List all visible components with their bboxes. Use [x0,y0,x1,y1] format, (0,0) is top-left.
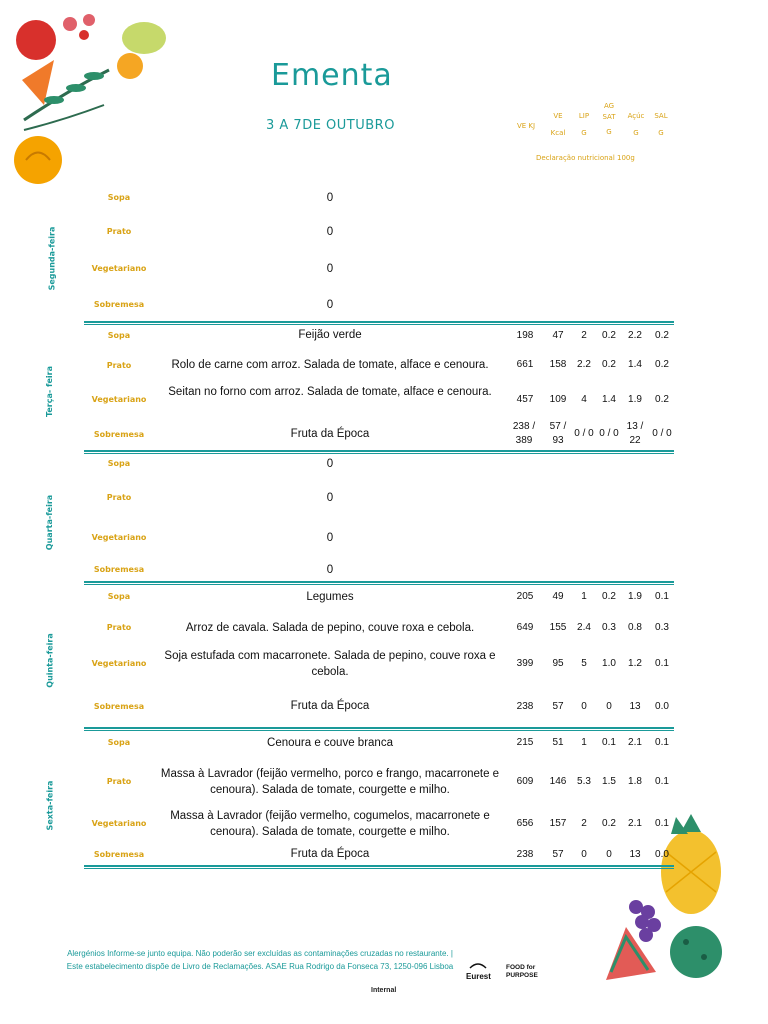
value-lip: 5.3 [577,776,591,787]
day-label-tuesday: Terça- feira [45,365,55,418]
value-kj: 399 [516,658,534,669]
value-sal: 0.0 [655,701,669,712]
value-kcal: 146 [549,776,567,787]
dish-name: Arroz de cavala. Salada de pepino, couve roxa e cebola. [185,622,475,634]
value-kj: 238 / 389 [512,421,536,446]
category-label: Prato [106,777,132,786]
day-label-monday: Segunda-feira [47,226,57,291]
category-label: Sopa [107,193,131,202]
value-agsat: 1.5 [602,776,616,787]
value-kj: 661 [516,359,534,370]
value-kcal: 49 [552,591,564,602]
value-kj: 609 [516,776,534,787]
dish-name: 0 [326,458,334,470]
dish-name: Massa à Lavrador (feijão vermelho, cogumelos, macarronete e cenoura). Salada de tomate, courgette e milho. [170,810,490,838]
value-agsat: 0.2 [602,591,616,602]
category-label: Vegetariano [91,533,147,542]
value-lip: 4 [581,394,587,405]
dish-name: Fruta da Época [290,848,370,860]
dish-name: Soja estufada com macarronete. Salada de pepino, couve roxa e cebola. [164,650,496,678]
day-separator [84,865,674,869]
value-agsat: 0 [606,701,612,712]
value-sal: 0 / 0 [652,428,672,439]
value-agsat: 0.2 [602,818,616,829]
day-label-wednesday: Quarta-feira [45,494,55,551]
value-kcal: 57 [552,849,564,860]
value-agsat: 0 / 0 [599,428,619,439]
value-acuc: 2.2 [628,330,642,341]
value-sal: 0.1 [655,776,669,787]
value-lip: 0 [581,701,587,712]
value-agsat: 0.1 [602,737,616,748]
eurest-logo: Eurest [466,962,491,981]
value-sal: 0.1 [655,591,669,602]
value-acuc: 13 [629,701,641,712]
value-sal: 0.2 [655,359,669,370]
value-lip: 0 [581,849,587,860]
value-acuc: 1.8 [628,776,642,787]
category-label: Sobremesa [93,565,145,574]
day-separator [84,450,674,454]
value-agsat: 1.4 [602,394,616,405]
value-kj: 205 [516,591,534,602]
value-kcal: 158 [549,359,567,370]
category-label: Sobremesa [93,702,145,711]
value-acuc: 1.4 [628,359,642,370]
date-range: 3 A 7DE OUTUBRO [266,118,395,133]
category-label: Sobremesa [93,430,145,439]
value-lip: 1 [581,737,587,748]
dish-name: 0 [326,263,334,275]
value-lip: 2 [581,818,587,829]
value-lip: 0 / 0 [574,428,594,439]
dish-name: Seitan no forno com arroz. Salada de tomate, alface e cenoura. [168,386,492,398]
value-lip: 1 [581,591,587,602]
category-label: Vegetariano [91,264,147,273]
value-acuc: 1.2 [628,658,642,669]
category-label: Sopa [107,592,131,601]
value-agsat: 0.3 [602,622,616,633]
value-lip: 5 [581,658,587,669]
nutrition-header-lip: LIP G [578,112,590,137]
dish-name: Massa à Lavrador (feijão vermelho, porco e frango, macarronete e cenoura). Salada de tomate, courgette e milho. [160,768,500,796]
value-lip: 2 [581,330,587,341]
value-kcal: 51 [552,737,564,748]
dish-name: 0 [326,492,334,504]
value-sal: 0.0 [655,849,669,860]
category-label: Vegetariano [91,819,147,828]
dish-name: Fruta da Época [290,428,370,440]
food-for-purpose-logo: FOOD for PURPOSE [506,964,538,979]
dish-name: 0 [326,532,334,544]
value-kcal: 47 [552,330,564,341]
nutrition-header-acuc: Açúc G [627,112,645,137]
value-kj: 649 [516,622,534,633]
day-label-thursday: Quinta-feira [45,633,55,688]
dish-name: 0 [326,299,334,311]
value-lip: 2.2 [577,359,591,370]
category-label: Sobremesa [93,850,145,859]
allergen-notice: Alergénios Informe-se junto equipa. Não poderão ser excluídas as contaminações cruzadas no restaurante. | Este estabelecimento dispõe de Livro de Reclamações. ASAE Rua Rodrigo da Fonseca 73, 1250-096 Lisboa [66,949,454,971]
classification-label: Internal [371,987,397,994]
value-kj: 656 [516,818,534,829]
day-label-friday: Sexta-feira [45,780,55,831]
value-kj: 457 [516,394,534,405]
value-sal: 0.2 [655,330,669,341]
fruit-illustration-top-left [14,10,189,185]
eurest-swirl-icon [468,962,488,970]
category-label: Prato [106,227,132,236]
nutrition-header-kj: VE KJ [516,122,536,130]
day-separator [84,321,674,325]
category-label: Sopa [107,459,131,468]
value-acuc: 1.9 [628,394,642,405]
value-kcal: 109 [549,394,567,405]
nutrition-header-kcal: VE Kcal [550,112,566,137]
day-separator [84,727,674,731]
value-sal: 0.2 [655,394,669,405]
category-label: Prato [106,623,132,632]
category-label: Vegetariano [91,395,147,404]
value-sal: 0.1 [655,737,669,748]
value-acuc: 0.8 [628,622,642,633]
fruit-illustration-bottom-right [596,812,724,980]
category-label: Vegetariano [91,659,147,668]
value-kj: 215 [516,737,534,748]
value-lip: 2.4 [577,622,591,633]
value-acuc: 13 / 22 [626,421,644,446]
value-kcal: 157 [549,818,567,829]
page-title: Ementa [271,58,393,93]
dish-name: Cenoura e couve branca [267,737,393,749]
dish-name: 0 [326,226,334,238]
value-kj: 198 [516,330,534,341]
value-sal: 0.1 [655,658,669,669]
value-acuc: 1.9 [628,591,642,602]
dish-name: 0 [326,192,334,204]
value-sal: 0.3 [655,622,669,633]
dish-name: Fruta da Época [290,700,370,712]
value-kj: 238 [516,701,534,712]
dish-name: Feijão verde [298,329,362,341]
value-agsat: 1.0 [602,658,616,669]
value-kj: 238 [516,849,534,860]
value-agsat: 0.2 [602,330,616,341]
value-kcal: 57 [552,701,564,712]
category-label: Sopa [107,738,131,747]
value-kcal: 155 [549,622,567,633]
value-kcal: 95 [552,658,564,669]
dish-name: Rolo de carne com arroz. Salada de tomate, alface e cenoura. [171,359,489,371]
value-agsat: 0.2 [602,359,616,370]
value-sal: 0.1 [655,818,669,829]
category-label: Sopa [107,331,131,340]
dish-name: Legumes [306,591,354,603]
value-agsat: 0 [606,849,612,860]
category-label: Sobremesa [93,300,145,309]
value-acuc: 13 [629,849,641,860]
nutrition-header-agsat: AG SAT G [602,102,616,136]
day-separator [84,581,674,585]
value-acuc: 2.1 [628,737,642,748]
nutrition-declaration: Declaração nutricional 100g [536,154,635,162]
category-label: Prato [106,361,132,370]
dish-name: 0 [326,564,334,576]
value-kcal: 57 / 93 [549,421,567,446]
nutrition-header-sal: SAL G [654,112,668,137]
category-label: Prato [106,493,132,502]
value-acuc: 2.1 [628,818,642,829]
